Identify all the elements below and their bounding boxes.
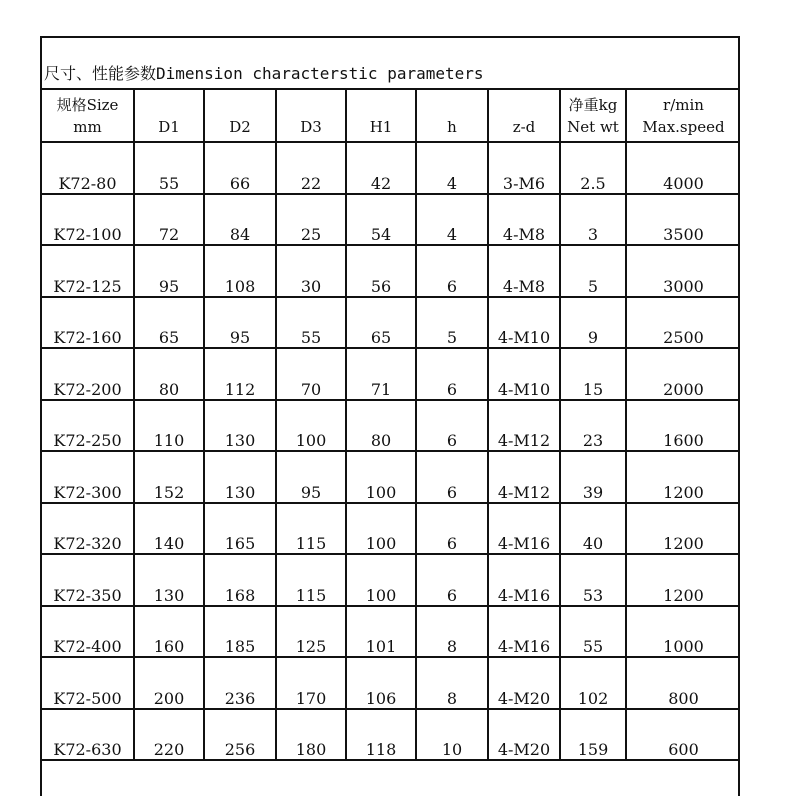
cell-size: K72-630	[42, 709, 134, 761]
header-h-label: h	[447, 118, 457, 136]
cell-max-speed: 600	[626, 709, 740, 761]
header-size-line1: 规格Size	[56, 95, 119, 114]
cell-d2: 168	[204, 554, 276, 606]
table-row	[42, 503, 740, 555]
cell-h: 6	[416, 554, 488, 606]
header-d2-label: D2	[229, 118, 251, 136]
header-max-speed-line2: Max.speed	[642, 117, 725, 136]
cell-size: K72-200	[42, 348, 134, 400]
cell-d2: 236	[204, 657, 276, 709]
header-net-weight-line1: 净重kg	[568, 95, 618, 114]
cell-d1: 140	[134, 503, 204, 555]
cell-size: K72-350	[42, 554, 134, 606]
cell-d3: 25	[276, 194, 346, 246]
header-net-weight-line2: Net wt	[567, 117, 619, 136]
cell-d3: 70	[276, 348, 346, 400]
cell-h: 8	[416, 606, 488, 658]
header-row	[42, 90, 740, 142]
cell-d2: 130	[204, 400, 276, 452]
cell-d3: 100	[276, 400, 346, 452]
cell-z-d: 4-M20	[488, 709, 560, 761]
cell-size: K72-100	[42, 194, 134, 246]
cell-d2: 95	[204, 297, 276, 349]
cell-d1: 130	[134, 554, 204, 606]
cell-d1: 95	[134, 245, 204, 297]
cell-net-weight: 55	[560, 606, 626, 658]
cell-h1: 118	[346, 709, 416, 761]
cell-d3: 30	[276, 245, 346, 297]
table-row	[42, 194, 740, 246]
cell-d3: 55	[276, 297, 346, 349]
cell-z-d: 4-M12	[488, 400, 560, 452]
parameters-table	[42, 90, 740, 761]
cell-h1: 100	[346, 451, 416, 503]
header-d1	[134, 90, 204, 142]
table-row	[42, 297, 740, 349]
cell-d3: 125	[276, 606, 346, 658]
header-h1	[346, 90, 416, 142]
cell-d3: 95	[276, 451, 346, 503]
cell-size: K72-400	[42, 606, 134, 658]
cell-d1: 55	[134, 142, 204, 194]
cell-d2: 165	[204, 503, 276, 555]
header-d3-label: D3	[300, 118, 322, 136]
cell-d3: 170	[276, 657, 346, 709]
cell-net-weight: 53	[560, 554, 626, 606]
cell-h1: 71	[346, 348, 416, 400]
cell-size: K72-250	[42, 400, 134, 452]
header-d1-label: D1	[158, 118, 180, 136]
cell-h: 6	[416, 400, 488, 452]
cell-net-weight: 159	[560, 709, 626, 761]
cell-max-speed: 1200	[626, 503, 740, 555]
cell-d2: 108	[204, 245, 276, 297]
table-row	[42, 606, 740, 658]
cell-z-d: 4-M10	[488, 348, 560, 400]
cell-max-speed: 1600	[626, 400, 740, 452]
header-max-speed-line1: r/min	[663, 95, 704, 114]
table-row	[42, 245, 740, 297]
cell-z-d: 4-M16	[488, 554, 560, 606]
cell-d1: 152	[134, 451, 204, 503]
cell-d2: 84	[204, 194, 276, 246]
cell-z-d: 4-M16	[488, 606, 560, 658]
cell-h: 6	[416, 451, 488, 503]
header-max-speed	[626, 90, 740, 142]
cell-net-weight: 15	[560, 348, 626, 400]
cell-net-weight: 3	[560, 194, 626, 246]
header-h1-label: H1	[369, 118, 393, 136]
table-row	[42, 657, 740, 709]
cell-z-d: 4-M12	[488, 451, 560, 503]
cell-net-weight: 23	[560, 400, 626, 452]
cell-h1: 100	[346, 554, 416, 606]
title-bar	[42, 38, 738, 90]
cell-size: K72-500	[42, 657, 134, 709]
header-size	[42, 90, 134, 142]
cell-max-speed: 1000	[626, 606, 740, 658]
table-row	[42, 554, 740, 606]
cell-h: 10	[416, 709, 488, 761]
header-d3	[276, 90, 346, 142]
cell-max-speed: 4000	[626, 142, 740, 194]
cell-max-speed: 3500	[626, 194, 740, 246]
cell-z-d: 3-M6	[488, 142, 560, 194]
cell-max-speed: 3000	[626, 245, 740, 297]
cell-h: 4	[416, 142, 488, 194]
cell-z-d: 4-M10	[488, 297, 560, 349]
cell-max-speed: 2500	[626, 297, 740, 349]
cell-d2: 112	[204, 348, 276, 400]
cell-h: 6	[416, 348, 488, 400]
cell-d3: 115	[276, 503, 346, 555]
spec-sheet	[40, 36, 740, 796]
cell-z-d: 4-M8	[488, 245, 560, 297]
cell-d2: 256	[204, 709, 276, 761]
cell-net-weight: 40	[560, 503, 626, 555]
cell-net-weight: 39	[560, 451, 626, 503]
cell-d3: 22	[276, 142, 346, 194]
cell-net-weight: 9	[560, 297, 626, 349]
cell-max-speed: 800	[626, 657, 740, 709]
cell-h: 5	[416, 297, 488, 349]
header-z-d-label: z-d	[512, 118, 536, 136]
cell-net-weight: 102	[560, 657, 626, 709]
cell-d1: 110	[134, 400, 204, 452]
cell-h: 6	[416, 503, 488, 555]
table-row	[42, 142, 740, 194]
header-h	[416, 90, 488, 142]
cell-max-speed: 1200	[626, 451, 740, 503]
cell-h: 6	[416, 245, 488, 297]
table-row	[42, 709, 740, 761]
cell-h: 8	[416, 657, 488, 709]
cell-net-weight: 2.5	[560, 142, 626, 194]
cell-d1: 220	[134, 709, 204, 761]
cell-size: K72-80	[42, 142, 134, 194]
cell-d1: 160	[134, 606, 204, 658]
cell-max-speed: 2000	[626, 348, 740, 400]
cell-h1: 56	[346, 245, 416, 297]
cell-h: 4	[416, 194, 488, 246]
cell-d2: 130	[204, 451, 276, 503]
cell-d1: 80	[134, 348, 204, 400]
cell-size: K72-160	[42, 297, 134, 349]
header-size-line2: mm	[73, 117, 102, 136]
header-net-weight	[560, 90, 626, 142]
cell-d1: 65	[134, 297, 204, 349]
table-row	[42, 451, 740, 503]
cell-z-d: 4-M20	[488, 657, 560, 709]
cell-d2: 185	[204, 606, 276, 658]
cell-h1: 100	[346, 503, 416, 555]
cell-size: K72-320	[42, 503, 134, 555]
cell-h1: 101	[346, 606, 416, 658]
cell-h1: 42	[346, 142, 416, 194]
table-row	[42, 400, 740, 452]
cell-size: K72-125	[42, 245, 134, 297]
cell-d1: 200	[134, 657, 204, 709]
cell-net-weight: 5	[560, 245, 626, 297]
table-title: 尺寸、性能参数Dimension characterstic parameters	[44, 64, 484, 83]
header-z-d	[488, 90, 560, 142]
cell-z-d: 4-M16	[488, 503, 560, 555]
cell-h1: 65	[346, 297, 416, 349]
header-d2	[204, 90, 276, 142]
cell-z-d: 4-M8	[488, 194, 560, 246]
cell-h1: 106	[346, 657, 416, 709]
cell-d1: 72	[134, 194, 204, 246]
cell-d2: 66	[204, 142, 276, 194]
cell-h1: 80	[346, 400, 416, 452]
table-row	[42, 348, 740, 400]
cell-d3: 180	[276, 709, 346, 761]
cell-max-speed: 1200	[626, 554, 740, 606]
cell-d3: 115	[276, 554, 346, 606]
cell-h1: 54	[346, 194, 416, 246]
table-body	[42, 142, 740, 760]
cell-size: K72-300	[42, 451, 134, 503]
